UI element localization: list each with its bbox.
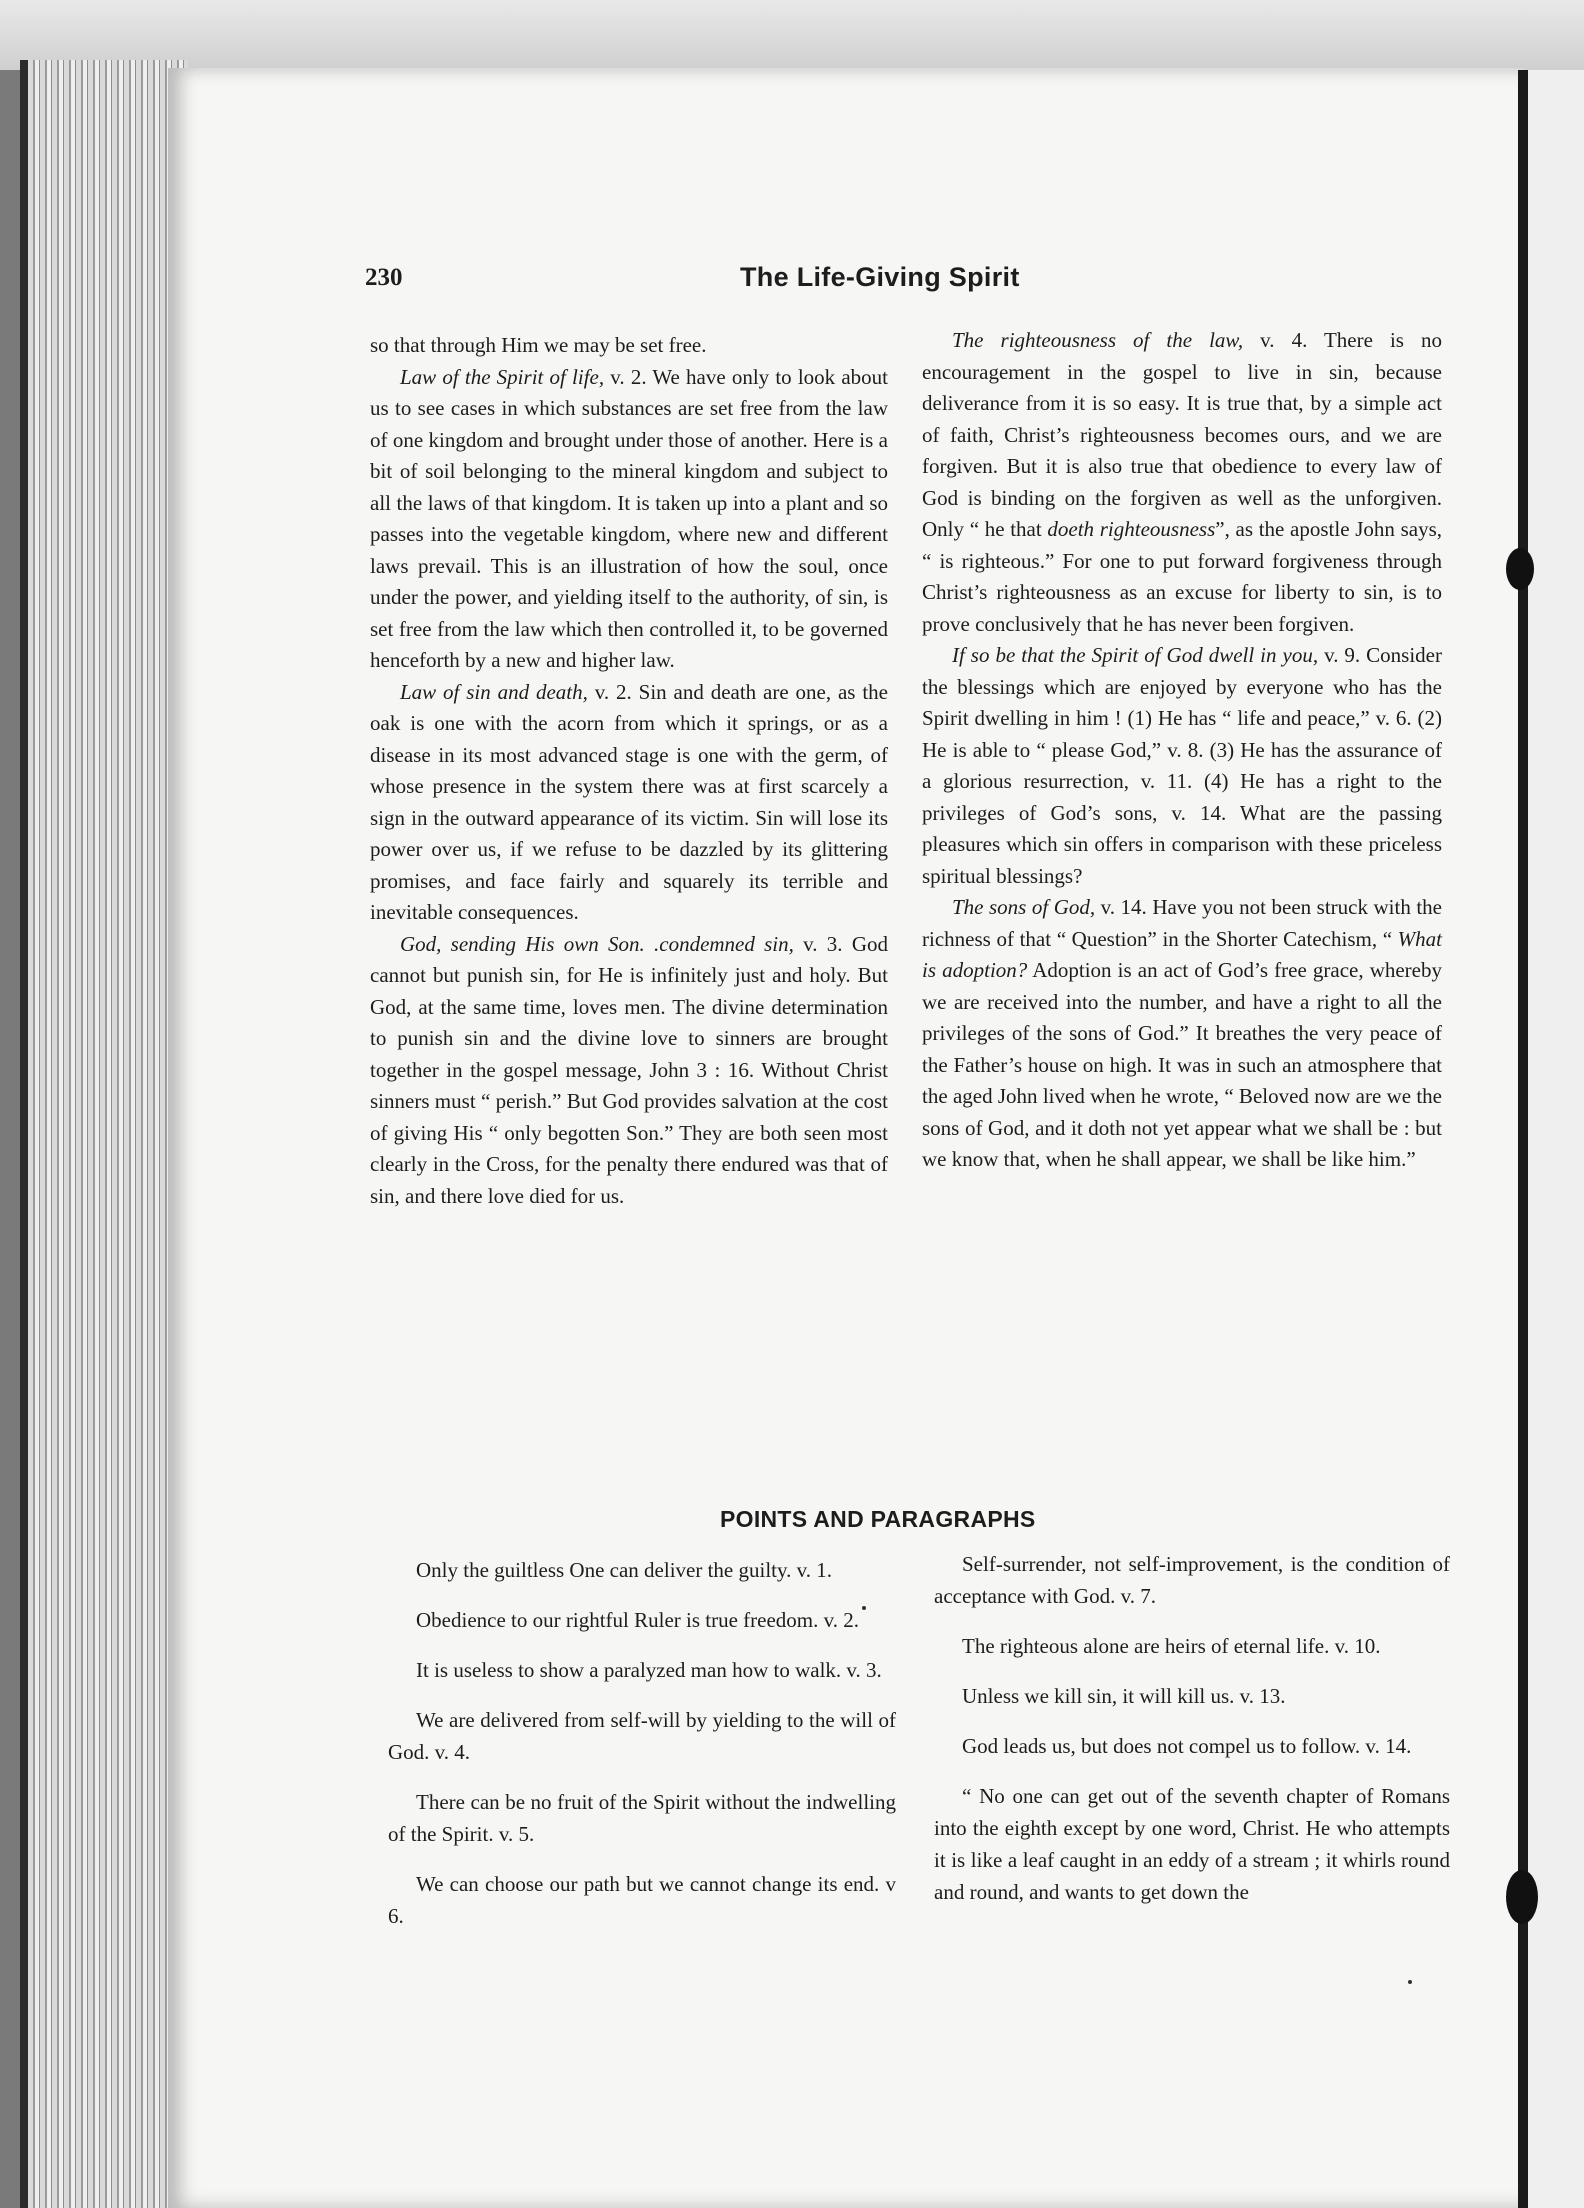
inline-italic: doeth righteousness [1047,517,1216,541]
paragraph [922,640,1442,892]
page-number: 230 [365,264,403,291]
point-item: We can choose our path but we cannot change its end. v 6. [388,1872,896,1928]
scan-background-top [0,0,1584,70]
points-right-column [934,1548,1450,1926]
paragraph-text: v. 2. Sin and death are one, as the oak is one with the acorn from which it springs, or as a disease in its most advanced stage is one with the germ, of whose presence in the system there was at first scarcely a sign in the outward appearance of its victim. Sin will lose its power over us, if we refuse to be dazzled by its glittering promises, and face fairly and squarely its terrible and inevitable consequences. [370,679,888,924]
point-item: Obedience to our rightful Ruler is true freedom. v. 2. [416,1608,860,1632]
point-item: Self-surrender, not self-improvement, is the condition of acceptance with God. v. 7. [934,1552,1450,1608]
page-header [365,262,1455,302]
paragraph [370,677,888,929]
paragraph-text: v. 9. Consider the blessings which are enjoyed by everyone who has the Spirit dwelling in him ! (1) He has “ life and peace,” v. 6. (2) He is able to “ please God,” v. 8. (3) He has the assurance of a glorious resurrection, v. 11. (4) He has a right to the privileges of God’s sons, v. 14. What are the passing pleasures which sin offers in comparison with these priceless spiritual blessings? [922,643,1442,888]
paragraph-text: ”, as the apostle John says, “ is righteous.” For one to put forward forgiveness through Christ’s righteousness as an excuse for liberty to sin, is to prove conclusively that he has never been forgiven. [922,517,1443,636]
paragraph-text: v. 2. We have only to look about us to see cases in which substances are set free from the law of one kingdom and brought under those of another. Here is a bit of soil belonging to the mineral kingdom and subject to all the laws of that kingdom. It is taken up into a plant and so passes into the vegetable kingdom, where new and different laws prevail. This is an illustration of how the soul, once under the power, and yielding itself to the authority, of sin, is set free from the law which then controlled it, to be governed henceforth by a new and higher law. [370,364,888,672]
paragraph [922,892,1442,1176]
point-item: Only the guiltless One can deliver the guilty. v. 1. [416,1558,833,1582]
print-speck [862,1606,866,1610]
paragraph [370,362,888,677]
section-heading: POINTS AND PARAGRAPHS [720,1506,1036,1532]
print-speck [1408,1980,1412,1984]
point-item: “ No one can get out of the seventh chapter of Romans into the eighth except by one word, Christ. He who attempts it is like a leaf caught in an eddy of a stream ; it whirls round and round, and wants to get down the [934,1784,1450,1904]
point-item: There can be no fruit of the Spirit without the indwelling of the Spirit. v. 5. [388,1790,896,1846]
point-item: God leads us, but does not compel us to follow. v. 14. [962,1734,1412,1758]
paragraph-lead: God, sending His own Son. .condemned sin, [400,931,794,956]
paragraph-text: so that through Him we may be set free. [370,333,707,357]
binding-hole-upper [1506,548,1534,590]
paragraph-lead: The sons of God, [952,895,1096,919]
paragraph [370,929,888,1213]
point-item: It is useless to show a paralyzed man how to walk. v. 3. [416,1658,882,1682]
paragraph-lead: Law of the Spirit of life, [400,364,605,389]
paragraph-lead: Law of sin and death, [400,679,588,704]
paragraph-text: v. 4. There is no encouragement in the gospel to live in sin, because deliverance from it is so easy. It is true that, by a simple act of faith, Christ’s righteousness becomes ours, and we are forgiven. But it is also true that obedience to every law of God is binding on the forgiven as well as the unforgiven. Only “ he that [922,328,1442,541]
paragraph [370,330,888,362]
paragraph [922,325,1442,640]
inline-italic: What is adoption? [922,926,1442,982]
paragraph-lead: If so be that the Spirit of God dwell in you, [952,643,1319,667]
points-left-column [388,1554,896,1950]
point-item: Unless we kill sin, it will kill us. v. 13. [962,1684,1286,1708]
point-item: We are delivered from self-will by yielding to the will of God. v. 4. [388,1708,896,1764]
paragraph-text: Adoption is an act of God’s free grace, whereby we are received into the number, and have a right to all the privileges of the sons of God.” It breathes the very peace of the Father’s house on high. It was in such an atmosphere that the aged John lived when he wrote, “ Beloved now are we the sons of God, and it doth not yet appear what we shall be : but we know that, when he shall appear, we shall be like him.” [922,958,1442,1171]
paragraph-lead: The righteousness of the law, [952,328,1244,352]
book-page-edges [20,60,188,2208]
paragraph-text: v. 3. God cannot but punish sin, for He is infinitely just and holy. But God, at the same time, loves men. The divine determination to punish sin and the divine love to sinners are brought together in the gospel message, John 3 : 16. Without Christ sinners must “ perish.” But God provides salvation at the cost of giving His “ only begotten Son.” They are both seen most clearly in the Cross, for the penalty there endured was that of sin, and there love died for us. [370,931,888,1208]
point-item: The righteous alone are heirs of eternal life. v. 10. [962,1634,1381,1658]
binding-hole-lower [1506,1870,1538,1924]
running-title: The Life-Giving Spirit [740,262,1020,292]
left-text-column [370,330,888,1212]
right-text-column [922,325,1442,1176]
paragraph-text: v. 14. Have you not been struck with the richness of that “ Question” in the Shorter Catechism, “ [922,895,1442,951]
